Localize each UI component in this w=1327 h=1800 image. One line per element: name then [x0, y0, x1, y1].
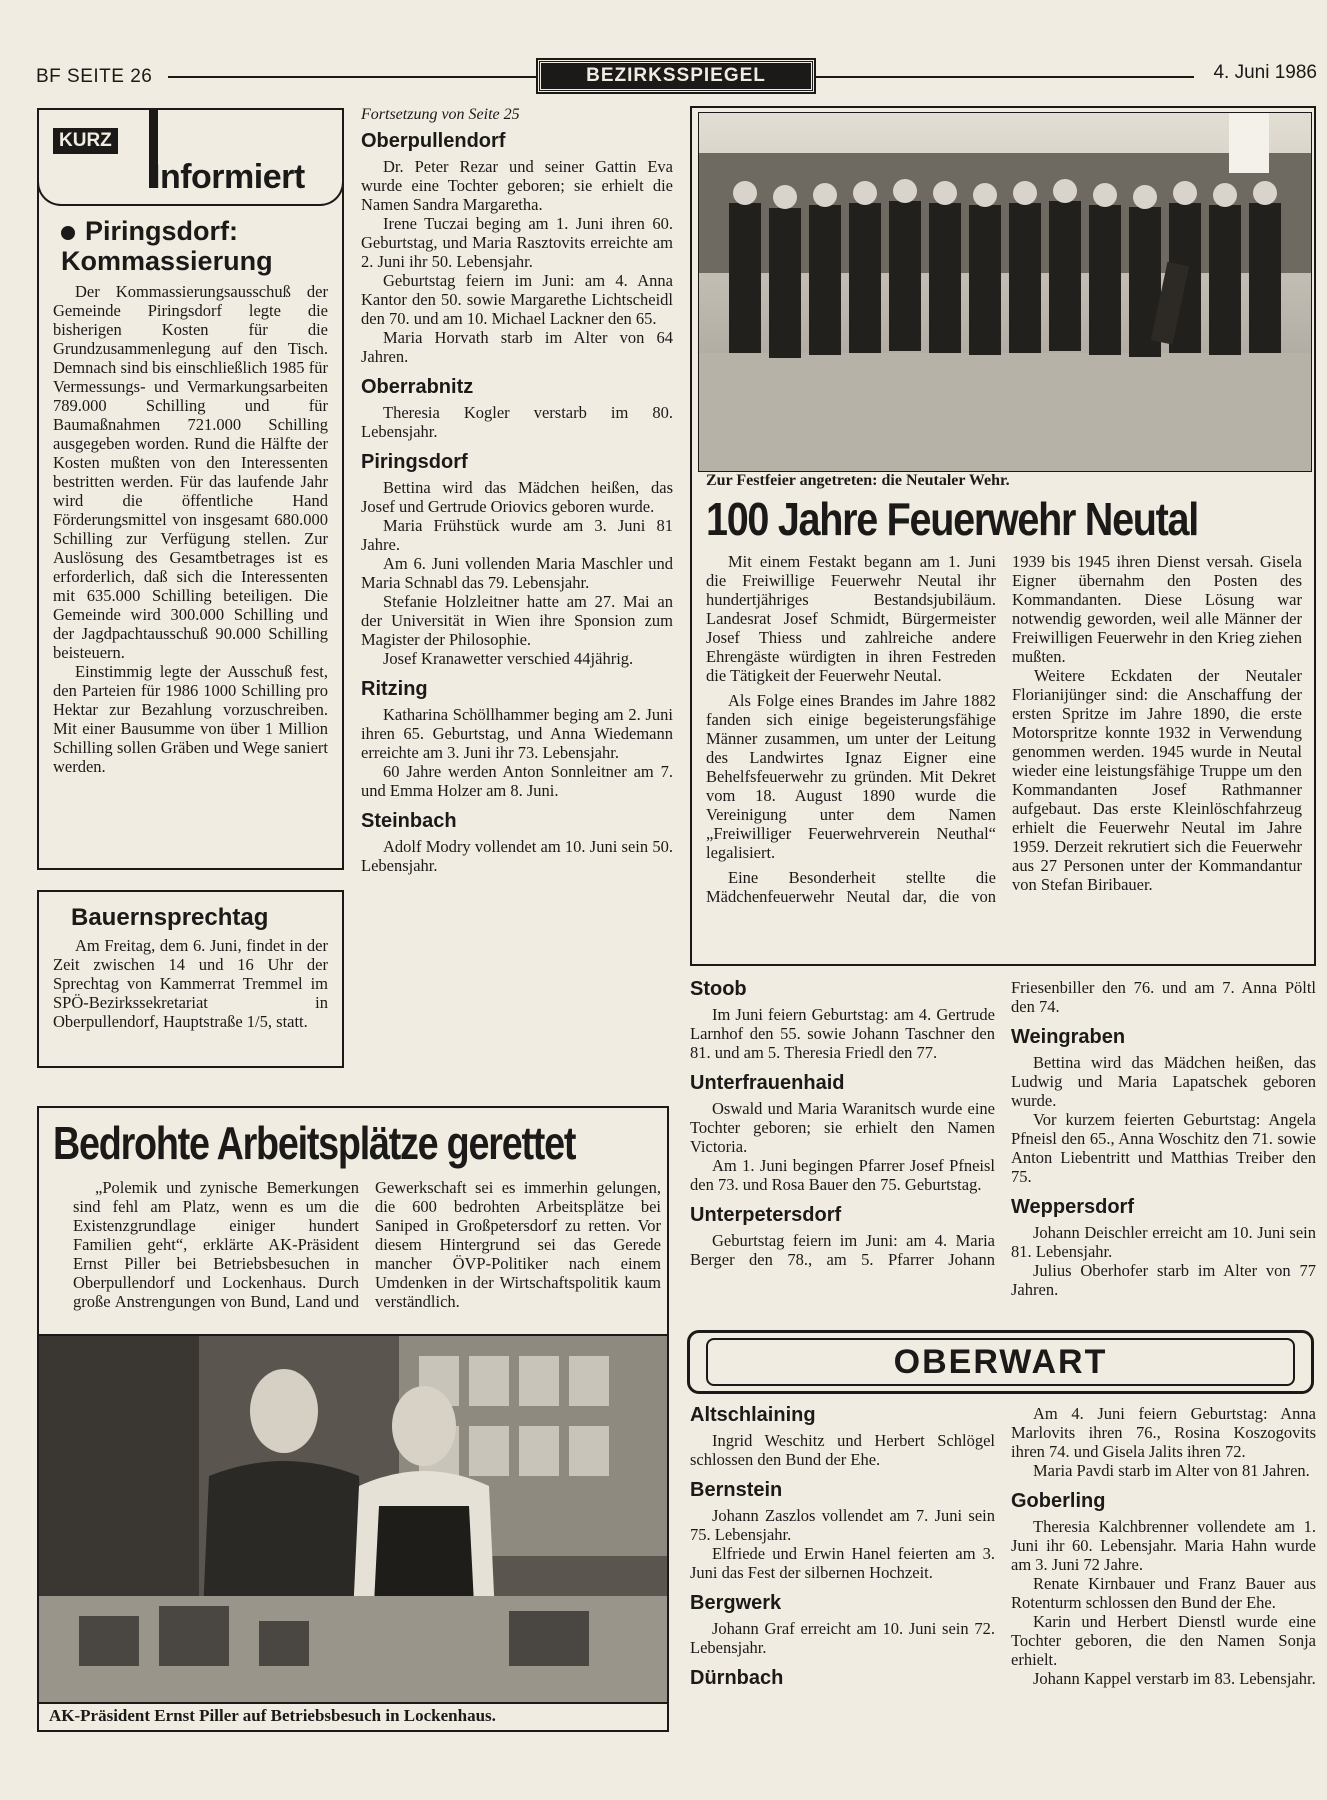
section-heading: Unterfrauenhaid: [690, 1072, 845, 1094]
neutal-article-box: [690, 106, 1316, 966]
oberwart-banner-inner: OBERWART: [706, 1338, 1295, 1386]
section-paragraph: Am 1. Juni begingen Pfarrer Josef Pfneisl den 73. und Rosa Bauer den 75. Geburtstag.: [690, 1156, 995, 1194]
section-paragraph: Karin und Herbert Dienstl wurde eine Tochter geboren, die den Namen Sonja erhielt.: [1011, 1612, 1316, 1669]
middle-sections: [361, 130, 673, 875]
section-paragraph: Josef Kranawetter verschied 44jährig.: [383, 649, 634, 668]
section-paragraph: Johann Kappel verstarb im 83. Lebensjahr.: [1033, 1669, 1316, 1688]
section-paragraph: Johann Graf erreicht am 10. Juni sein 72. Lebensjahr.: [690, 1619, 995, 1657]
neutal-photo-caption: Zur Festfeier angetreten: die Neutaler Wehr.: [706, 472, 1010, 489]
kurz-informiert-logo: [37, 108, 344, 206]
middle-column: [361, 106, 673, 875]
kurz-headline-row: [61, 216, 328, 276]
section-paragraph: Am 6. Juni vollenden Maria Maschler und Maria Schnabl das 79. Lebensjahr.: [361, 554, 673, 592]
neutal-text: [706, 552, 1302, 958]
piller-caption-box: [37, 1704, 669, 1732]
section-paragraph: Stefanie Holzleitner hatte am 27. Mai an der Universität in Wien ihre Sponsion zum Magister der Philosophie.: [361, 592, 673, 649]
bauernsprechtag-headline: Bauernsprechtag: [71, 904, 269, 931]
kurz-paragraph: Einstimmig legte der Ausschuß fest, den Parteien für 1986 1000 Schilling pro Hektar zur Bezahlung vorzuschreiben. Mit einer Bausumme von über 1 Million Schilling sollen Gräben und Wege saniert werden.: [53, 662, 328, 776]
section-paragraph: Theresia Kalchbrenner vollendete am 1. Juni ihr 60. Lebensjahr. Maria Hahn wurde am 3. Juni 72 Jahre.: [1011, 1517, 1316, 1574]
piller-photo-image: [39, 1336, 667, 1702]
bauernsprechtag-text: Am Freitag, dem 6. Juni, findet in der Zeit zwischen 14 und 16 Uhr der Sprechtag von Kammerrat Tremmel im SPÖ-Bezirkssekretariat in Oberpullendorf, Hauptstraße 1/5, statt.: [53, 936, 328, 1031]
header-rule-right: [816, 76, 1194, 78]
section-paragraph: Elfriede und Erwin Hanel feierten am 3. Juni das Fest der silbernen Hochzeit.: [690, 1544, 995, 1582]
section-heading: Unterpetersdorf: [690, 1204, 842, 1226]
section-paragraph: Oswald und Maria Waranitsch wurde eine Tochter geboren; sie erhielt den Namen Victoria.: [690, 1099, 995, 1156]
page-number: BF SEITE 26: [36, 66, 153, 87]
section-paragraph: Theresia Kogler verstarb im 80. Lebensjahr.: [361, 403, 673, 441]
section-paragraph: Bettina wird das Mädchen heißen, das Ludwig und Maria Lapatschek geboren wurde.: [1011, 1053, 1316, 1110]
section-heading: Stoob: [690, 978, 747, 1000]
bedroht-text: [73, 1178, 661, 1311]
section-paragraph: Johann Deischler erreicht am 10. Juni sein 81. Lebensjahr.: [1011, 1223, 1316, 1261]
issue-date: 4. Juni 1986: [1213, 62, 1317, 83]
kurz-word: Informiert: [151, 158, 305, 196]
kurz-paragraph: Der Kommassierungsausschuß der Gemeinde Piringsdorf legte die bisherigen Kosten für die Grundzusammenlegung auf den Tisch. Demnach sind bis einschließlich 1985 für Vermessungs- und Vermarkungsarbeiten 789.000 Schilling und für Baumaßnahmen 721.000 Schilling ausgegeben worden. Rund die Hälfte der Kosten mußten von den Interessenten bestritten werden. Für das laufende Jahr wird die öffentliche Hand Förderungsmittel von insgesamt 680.000 Schilling zur Verfügung stellen. Zur Auslösung des Gesamtbetrages ist es erforderlich, daß sich die Interessenten mit 635.000 Schilling beteiligen. Die Gemeinde wird 300.000 Schilling und der Jagdpachtausschuß 90.000 Schilling beisteuern.: [53, 282, 328, 662]
section-paragraph: Geburtstag feiern im Juni: am 4. Maria Berger den 78., am 5. Pfarrer Johann Friesenbiller den 76. und am 7. Anna Pöltl den 74.: [690, 978, 1316, 1269]
section-paragraph: Bettina wird das Mädchen heißen, das Josef und Gertrude Oriovics geboren wurde.: [361, 478, 673, 516]
neutal-paragraph: Eine Besonderheit stellte die Mädchenfeuerwehr Neutal dar, die von 1939 bis 1945 ihren Dienst versah. Gisela Eigner übernahm den Posten des Kommandanten. Diese Lösung war notwendig geworden, weil alle Männer der Freiwilligen Feuerwehr in den Krieg ziehen mußten.: [706, 552, 1302, 906]
kurz-tag: KURZ: [53, 128, 118, 154]
continuation-note: Fortsetzung von Seite 25: [361, 106, 520, 123]
section-paragraph: Maria Frühstück wurde am 3. Juni 81 Jahre.: [361, 516, 673, 554]
section-heading: Piringsdorf: [361, 451, 468, 473]
neutal-paragraph: Weitere Eckdaten der Neutaler Florianijünger sind: die Anschaffung der ersten Spritze im Jahre 1890, die erste Motorspritze konnte 1932 in Verwendung genommen werden. 1945 wurde in Neutal wieder eine leistungsfähige Truppe um den Kommandanten Josef Rathmanner aufgebaut. Das erste Kleinlöschfahrzeug erhielt die Feuerwehr Neutal im Jahre 1959. Derzeit rekrutiert sich die Feuerwehr aus 27 Personen unter der Kommandantur von Stefan Biribauer.: [1012, 666, 1302, 894]
section-heading: Steinbach: [361, 810, 457, 832]
section-heading: Dürnbach: [690, 1667, 784, 1689]
right-lower-columns: [690, 978, 1316, 1318]
section-heading: Goberling: [1011, 1490, 1106, 1512]
header-rule-left: [168, 76, 536, 78]
piller-photo: [37, 1334, 669, 1704]
kurz-informiert-box: [37, 108, 344, 870]
section-heading: Altschlaining: [690, 1404, 816, 1426]
oberwart-banner: [687, 1330, 1314, 1394]
section-paragraph: Katharina Schöllhammer beging am 2. Juni ihren 65. Geburtstag, und Anna Wiedemann erreichte am 3. Juni ihr 73. Lebensjahr.: [361, 705, 673, 762]
section-heading: Ritzing: [361, 678, 428, 700]
oberwart-columns: [690, 1404, 1316, 1750]
fire-brigade-photo-image: [699, 113, 1311, 471]
section-paragraph: Maria Pavdi starb im Alter von 81 Jahren.: [1033, 1461, 1310, 1480]
section-paragraph: Julius Oberhofer starb im Alter von 77 Jahren.: [1011, 1261, 1316, 1299]
section-paragraph: Maria Horvath starb im Alter von 64 Jahren.: [361, 328, 673, 366]
section-banner: BEZIRKSSPIEGEL: [538, 60, 814, 92]
section-paragraph: Im Juni feiern Geburtstag: am 4. Gertrude Larnhof den 55. sowie Johann Taschner den 81. und am 5. Theresia Friedl den 77.: [690, 1005, 995, 1062]
section-heading: Bernstein: [690, 1479, 783, 1501]
section-heading: Bergwerk: [690, 1592, 782, 1614]
neutal-paragraph: Als Folge eines Brandes im Jahre 1882 fanden sich einige begeisterungsfähige Männer zusammen, um unter der Leitung des Landwirtes Ignaz Eigner eine Behelfsfeuerwehr zu gründen. Mit Dekret vom 18. August 1890 wurde die Vereinigung unter dem Namen „Freiwilliger Feuerwehrverein Neuthal“ legalisiert.: [706, 691, 996, 862]
section-heading: Oberpullendorf: [361, 130, 506, 152]
section-heading: Oberrabnitz: [361, 376, 474, 398]
section-paragraph: Am 4. Juni feiern Geburtstag: Anna Marlovits ihren 76., Rosina Koszogovits ihren 74. und Gisela Jalits ihren 72.: [1011, 1404, 1316, 1461]
neutal-paragraph: Mit einem Festakt begann am 1. Juni die Freiwillige Feuerwehr Neutal ihr hundertjähriges Bestandsjubiläum. Landesrat Josef Schmidt, Bürgermeister Josef Thiess und zahlreiche andere Ehrengäste würdigten in ihren Festreden die Tätigkeit der Feuerwehr Neutal.: [706, 552, 996, 685]
bauernsprechtag-box: [37, 890, 344, 1068]
section-paragraph: Ingrid Weschitz und Herbert Schlögel schlossen den Bund der Ehe.: [690, 1431, 995, 1469]
section-paragraph: Renate Kirnbauer und Franz Bauer aus Rotenturm schlossen den Bund der Ehe.: [1011, 1574, 1316, 1612]
piller-photo-caption: AK-Präsident Ernst Piller auf Betriebsbesuch in Lockenhaus.: [49, 1706, 496, 1725]
section-paragraph: Adolf Modry vollendet am 10. Juni sein 50. Lebensjahr.: [361, 837, 673, 875]
section-paragraph: Johann Zaszlos vollendet am 7. Juni sein 75. Lebensjahr.: [690, 1506, 995, 1544]
section-paragraph: 60 Jahre werden Anton Sonnleitner am 7. und Emma Holzer am 8. Juni.: [361, 762, 673, 800]
bedroht-article-box: [37, 1106, 669, 1336]
neutal-headline: 100 Jahre Feuerwehr Neutal: [706, 493, 1198, 545]
section-paragraph: Geburtstag feiern im Juni: am 4. Anna Kantor den 50. sowie Margarethe Lichtscheidl den 70. und am 10. Michael Lackner den 65.: [361, 271, 673, 328]
section-heading: Weppersdorf: [1011, 1196, 1134, 1218]
fire-brigade-photo: [698, 112, 1312, 472]
bullet-icon: [61, 226, 75, 240]
kurz-headline: Piringsdorf: Kommassierung: [61, 216, 273, 276]
section-paragraph: Dr. Peter Rezar und seiner Gattin Eva wurde eine Tochter geboren; sie erhielt die Namen Sandra Margaretha.: [361, 157, 673, 214]
section-paragraph: Vor kurzem feierten Geburtstag: Angela Pfneisl den 65., Anna Woschitz den 71. sowie Anton Liebentritt und Matthias Treiber den 75.: [1011, 1110, 1316, 1186]
section-paragraph: Irene Tuczai beging am 1. Juni ihren 60. Geburtstag, und Maria Rasztovits erreichte am 2. Juni ihr 50. Lebensjahr.: [361, 214, 673, 271]
bedroht-paragraph: „Polemik und zynische Bemerkungen sind fehl am Platz, wenn es um die Existenzgrundlage einiger hundert Familien geht“, erklärte AK-Präsident Ernst Piller bei Betriebsbesuchen in Oberpullendorf und Lockenhaus. Durch große Anstrengungen von Bund, Land und Gewerkschaft sei es immerhin gelungen, die 600 bedrohten Arbeitsplätze bei Saniped in Großpetersdorf zu retten. Vor diesem Hintergrund sei das Gerede mancher ÖVP-Politiker nach einem Umdenken in der Wirtschaftspolitik kaum verständlich.: [73, 1178, 661, 1311]
section-heading: Weingraben: [1011, 1026, 1126, 1048]
bedroht-headline: Bedrohte Arbeitsplätze gerettet: [53, 1117, 576, 1169]
